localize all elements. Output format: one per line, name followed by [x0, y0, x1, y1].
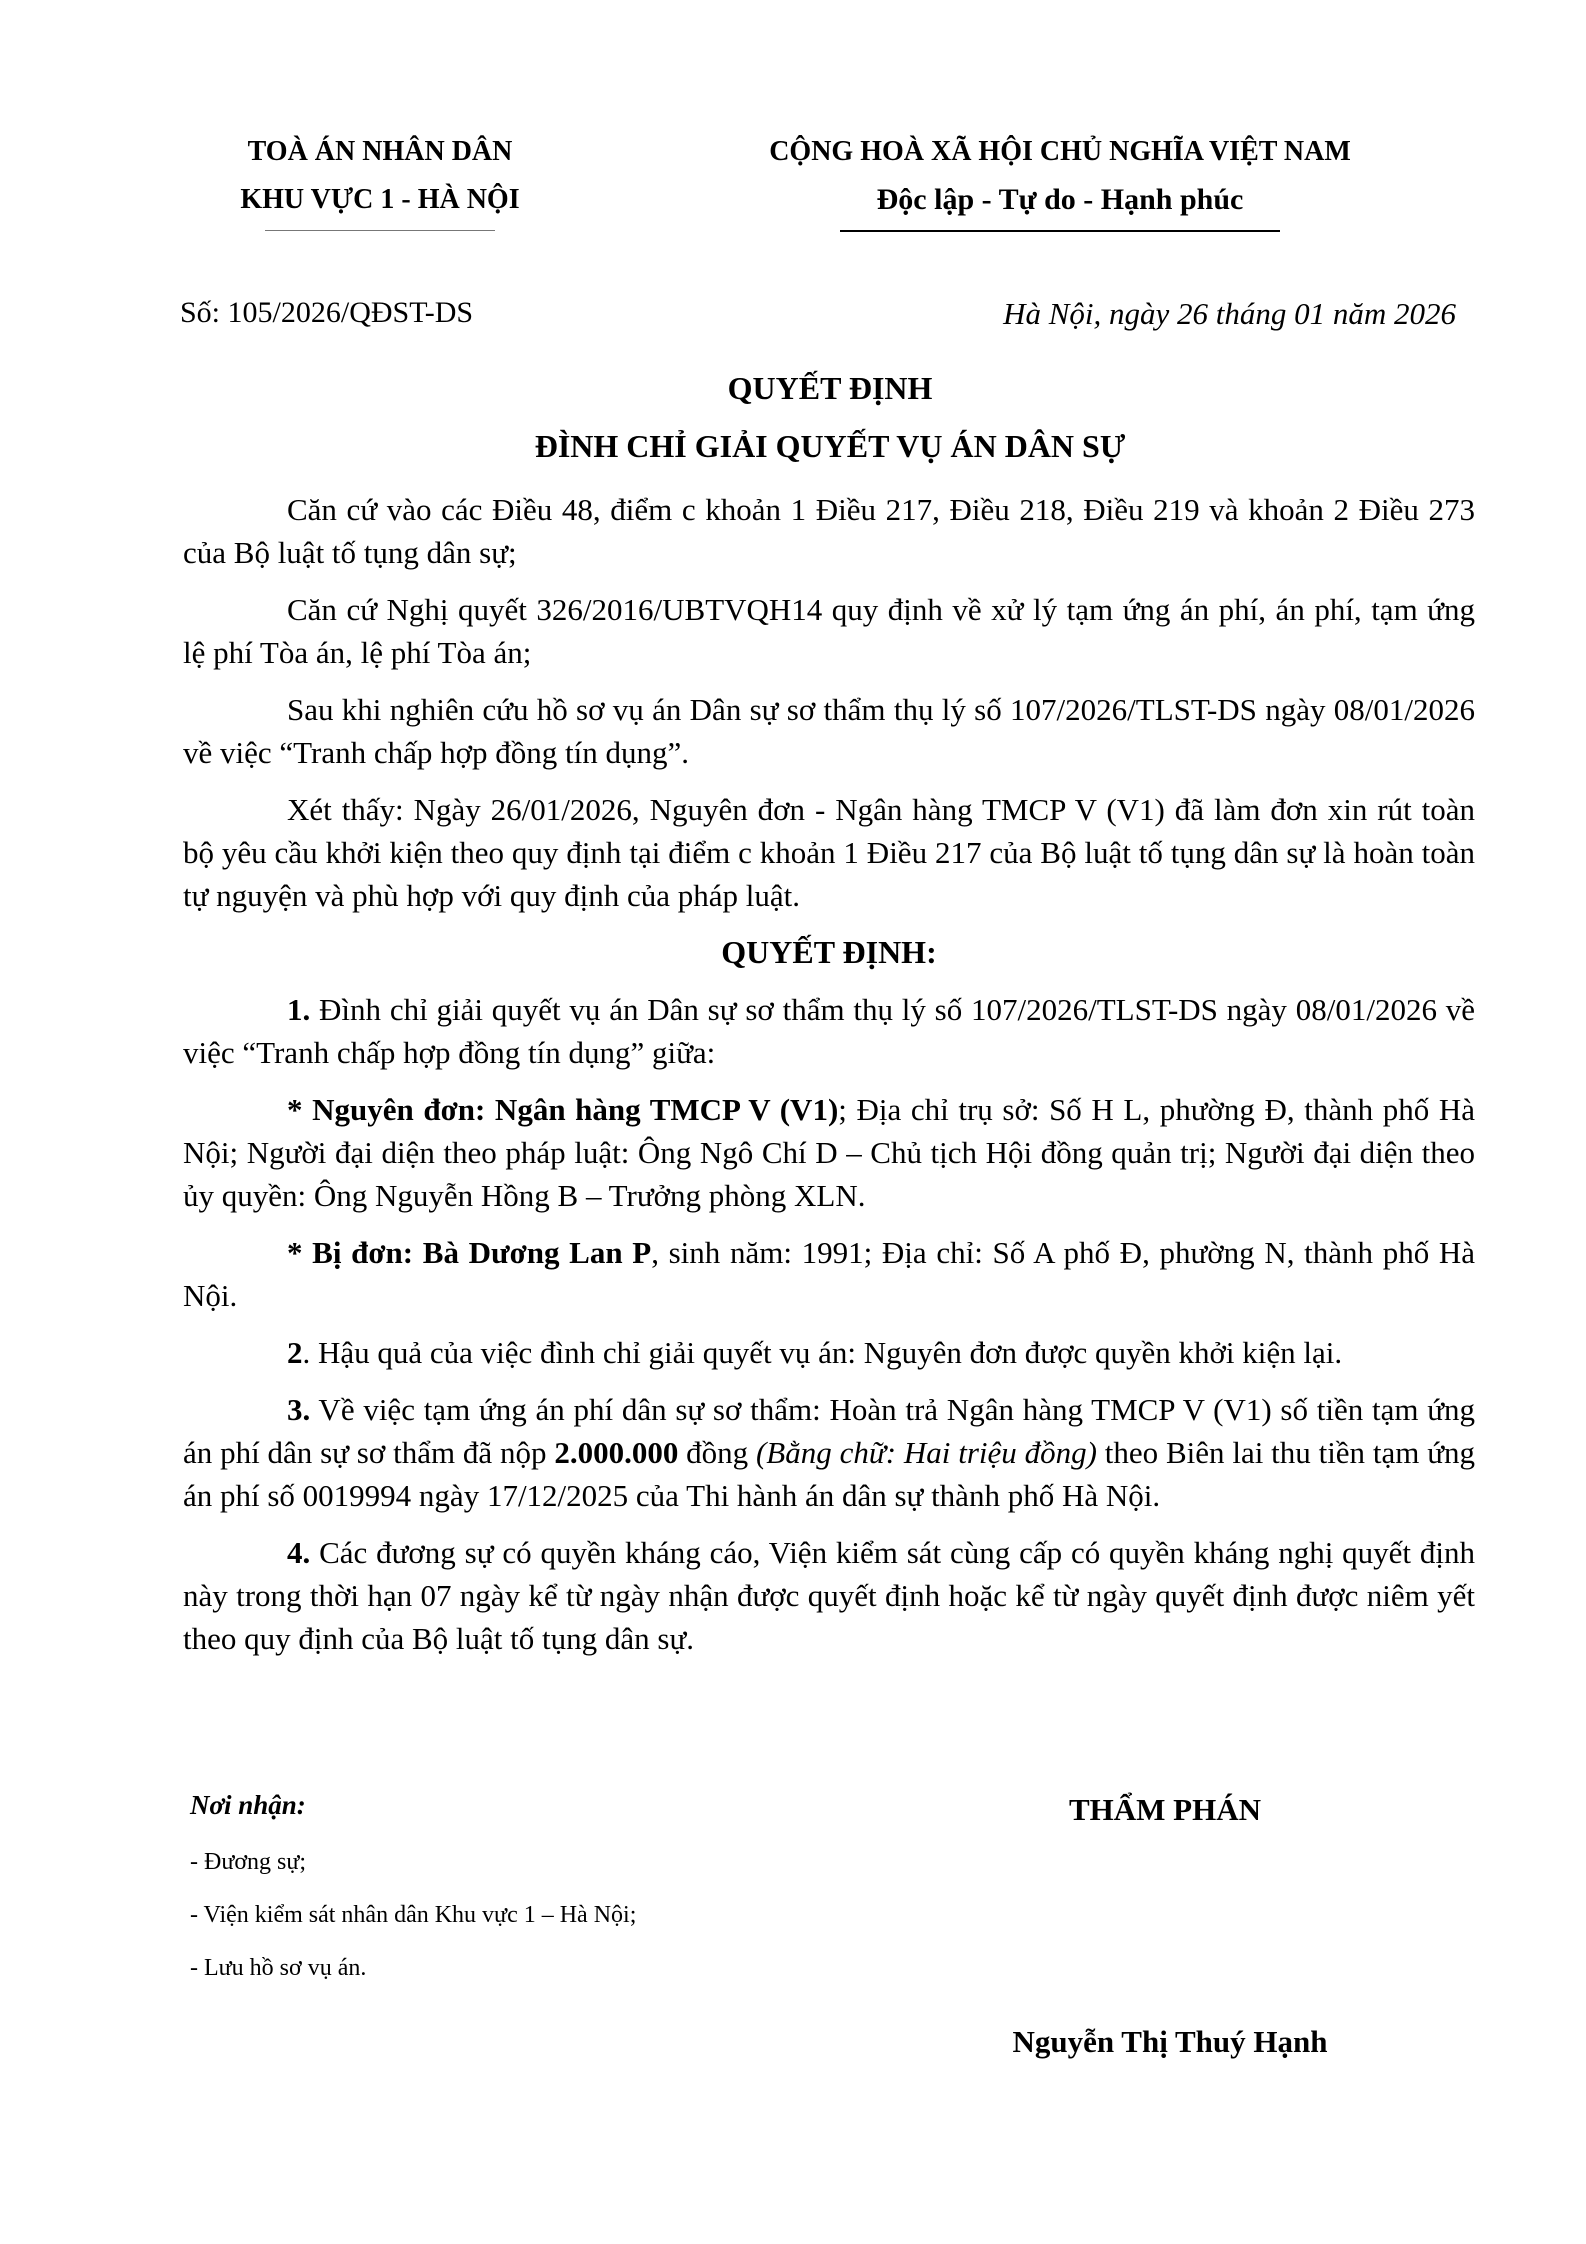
item-text: Về việc tạm ứng án phí dân sự sơ thẩm: Hoàn trả Ngân hàng TMCP V (V1) số tiền tạm ứng án phí dân sự sơ thẩm đã nộp — [183, 1392, 1475, 1470]
item-text: Đình chỉ giải quyết vụ án Dân sự sơ thẩm thụ lý số 107/2026/TLST-DS ngày 08/01/2026 về việc “Tranh chấp hợp đồng tín dụng” giữa: — [183, 992, 1475, 1070]
court-underline — [265, 230, 495, 231]
document-subtitle: ĐÌNH CHỈ GIẢI QUYẾT VỤ ÁN DÂN SỰ — [534, 428, 1126, 464]
plaintiff-details: ; Địa chỉ trụ sở: Số H L, phường Đ, thành phố Hà Nội; Người đại diện theo pháp luật: Ông Ngô Chí D – Chủ tịch Hội đồng quản trị; Người đại diện theo ủy quyền: Ông Nguyễn Hồng B – Trưởng phòng XLN. — [183, 1092, 1475, 1213]
defendant-label: * Bị đơn: Bà Dương Lan P — [287, 1235, 652, 1270]
document-body — [183, 488, 1475, 1674]
national-motto: Độc lập - Tự do - Hạnh phúc — [876, 183, 1244, 216]
recipients-block — [190, 1790, 636, 2008]
item-number: 2 — [287, 1335, 303, 1370]
fee-amount-words: (Bằng chữ: Hai triệu đồng) — [755, 1435, 1097, 1470]
decision-item-4 — [183, 1531, 1475, 1660]
defendant-details: , sinh năm: 1991; Địa chỉ: Số A phố Đ, phường N, thành phố Hà Nội. — [183, 1235, 1476, 1313]
recipient-item: - Lưu hồ sơ vụ án. — [190, 1955, 367, 1981]
item-text: . Hậu quả của việc đình chỉ giải quyết vụ án: Nguyên đơn được quyền khởi kiện lại. — [302, 1335, 1343, 1370]
national-header — [700, 128, 1420, 232]
decision-item-1 — [183, 988, 1475, 1074]
judge-name: Nguyễn Thị Thuý Hạnh — [1012, 2024, 1328, 2059]
receipt-text: theo Biên lai thu tiền tạm ứng án phí số 0019994 ngày 17/12/2025 của Thi hành án dân sự thành phố Hà Nội. — [183, 1435, 1476, 1513]
item-number: 4. — [287, 1535, 311, 1570]
plaintiff-paragraph — [183, 1088, 1475, 1217]
recipient-item: - Viện kiểm sát nhân dân Khu vực 1 – Hà Nội; — [190, 1902, 637, 1928]
recipient-item: - Đương sự; — [190, 1849, 307, 1875]
decision-item-2 — [183, 1331, 1475, 1374]
recipients-heading: Nơi nhận: — [190, 1790, 306, 1820]
nation-title: CỘNG HOÀ XÃ HỘI CHỦ NGHĨA VIỆT NAM — [769, 136, 1351, 167]
defendant-paragraph — [183, 1231, 1475, 1317]
preamble-paragraph: Xét thấy: Ngày 26/01/2026, Nguyên đơn - Ngân hàng TMCP V (V1) đã làm đơn xin rút toàn bộ yêu cầu khởi kiện theo quy định tại điểm c khoản 1 Điều 217 của Bộ luật tố tụng dân sự là hoàn toàn tự nguyện và phù hợp với quy định của pháp luật. — [183, 792, 1475, 913]
decision-heading: QUYẾT ĐỊNH: — [721, 934, 937, 970]
preamble-paragraph: Sau khi nghiên cứu hồ sơ vụ án Dân sự sơ thẩm thụ lý số 107/2026/TLST-DS ngày 08/01/2026 về việc “Tranh chấp hợp đồng tín dụng”. — [183, 692, 1475, 770]
item-text: Các đương sự có quyền kháng cáo, Viện kiểm sát cùng cấp có quyền kháng nghị quyết định này trong thời hạn 07 ngày kể từ ngày nhận được quyết định hoặc kể từ ngày quyết định được niêm yết theo quy định của Bộ luật tố tụng dân sự. — [183, 1535, 1475, 1656]
document-date: Hà Nội, ngày 26 tháng 01 năm 2026 — [1003, 296, 1456, 331]
document-number: Số: 105/2026/QĐST-DS — [180, 296, 474, 329]
court-header — [215, 128, 545, 231]
fee-amount: 2.000.000 — [554, 1435, 679, 1470]
item-number: 3. — [287, 1392, 311, 1427]
court-name: TOÀ ÁN NHÂN DÂN — [247, 136, 513, 167]
item-number: 1. — [287, 992, 311, 1027]
preamble-paragraph: Căn cứ vào các Điều 48, điểm c khoản 1 Điều 217, Điều 218, Điều 219 và khoản 2 Điều 273 của Bộ luật tố tụng dân sự; — [183, 492, 1475, 570]
court-region: KHU VỰC 1 - HÀ NỘI — [240, 184, 520, 215]
currency-text: đồng — [678, 1435, 756, 1470]
document-title: QUYẾT ĐỊNH — [727, 370, 933, 406]
decision-item-3 — [183, 1388, 1475, 1517]
motto-underline — [840, 230, 1280, 232]
preamble-paragraph: Căn cứ Nghị quyết 326/2016/UBTVQH14 quy định về xử lý tạm ứng án phí, án phí, tạm ứng lệ phí Tòa án, lệ phí Tòa án; — [183, 592, 1475, 670]
plaintiff-label: * Nguyên đơn: Ngân hàng TMCP V (V1) — [287, 1092, 839, 1127]
judge-title: THẨM PHÁN — [1068, 1792, 1261, 1827]
